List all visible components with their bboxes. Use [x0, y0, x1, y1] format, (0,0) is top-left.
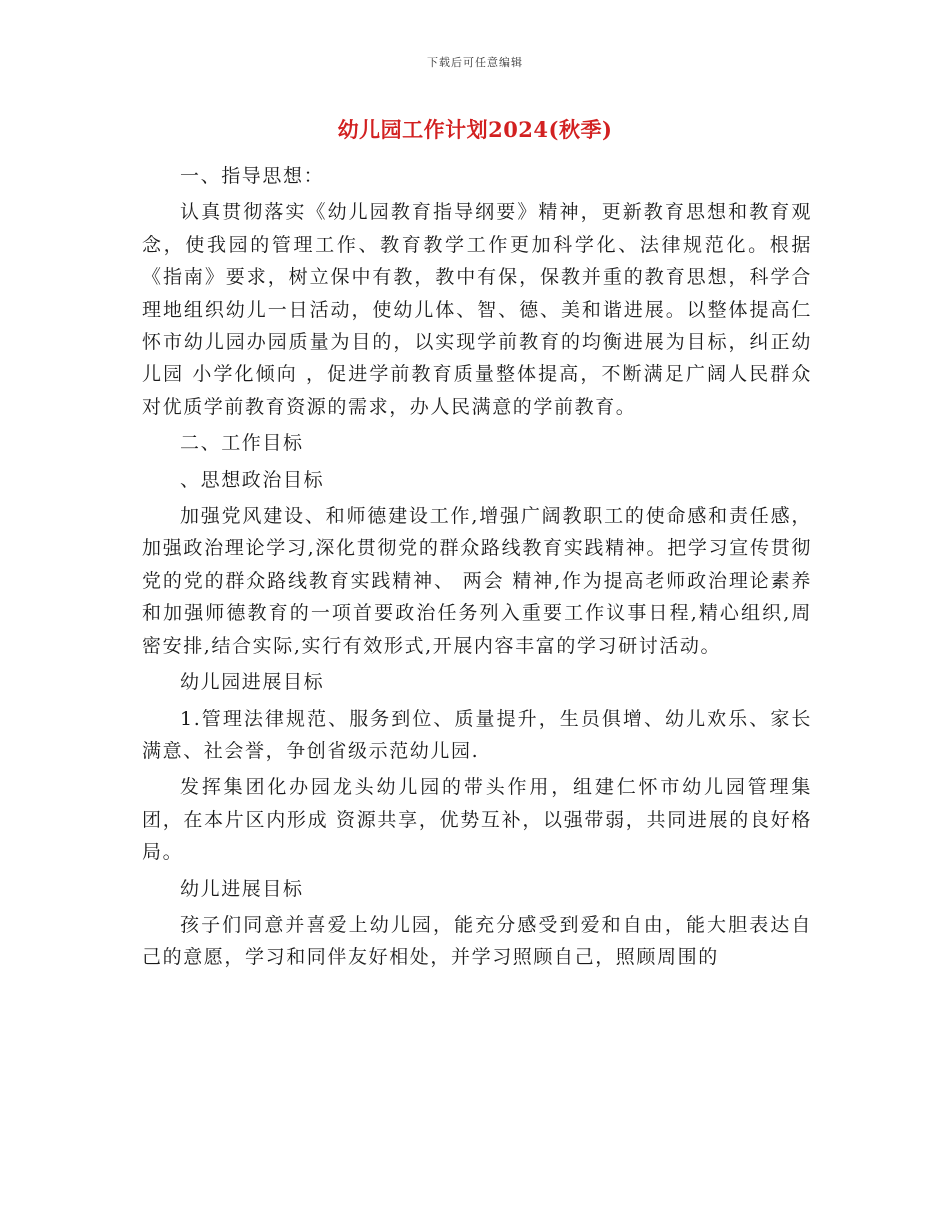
paragraph-management-goal: 1.管理法律规范、服务到位、质量提升，生员俱增、幼儿欢乐、家长满意、社会誉，争创省级示范幼儿园.: [142, 707, 812, 762]
paragraph-political-goals: 加强党风建设、和师德建设工作,增强广阔教职工的使命感和责任感，加强政治理论学习,深化贯彻党的群众路线教育实践精神。把学习宣传贯彻党的党的群众路线教育实践精神、 两会 精神,作为提高老师政治理论素养和加强师德教育的一项首要政治任务列入重要工作议事日程,精心组织,周密安排,结合实际,实行有效形式,开展内容丰富的学习研讨活动。: [142, 505, 812, 657]
section-heading-work-goals: 二、工作目标: [180, 432, 304, 455]
page-header-note: 下载后可任意编辑: [427, 56, 523, 69]
subheading-child-development-goals: 幼儿进展目标: [180, 877, 304, 900]
paragraph-child-development: 孩子们同意并喜爱上幼儿园，能充分感受到爱和自由，能大胆表达自己的意愿，学习和同伴友好相处，并学习照顾自己，照顾周围的: [142, 913, 812, 969]
section-heading-guiding-thought: 一、指导思想：: [180, 165, 325, 187]
document-title: 幼儿园工作计划2024(秋季): [337, 117, 613, 142]
paragraph-guiding-thought: 认真贯彻落实《幼儿园教育指导纲要》精神，更新教育思想和教育观念，使我园的管理工作、教育教学工作更加科学化、法律规范化。根据《指南》要求，树立保中有教，教中有保，保教并重的教育思想，科学合理地组织幼儿一日活动，使幼儿体、智、德、美和谐进展。以整体提高仁怀市幼儿园办园质量为目的，以实现学前教育的均衡进展为目标，纠正幼儿园 小学化倾向 ，促进学前教育质量整体提高，不断满足广阔人民群众对优质学前教育资源的需求，办人民满意的学前教育。: [142, 201, 812, 418]
subheading-kindergarten-development-goals: 幼儿园进展目标: [180, 671, 325, 694]
subheading-political-goals: 、思想政治目标: [180, 468, 325, 491]
document-body: [142, 160, 812, 978]
paragraph-group-leadership: 发挥集团化办园龙头幼儿园的带头作用，组建仁怀市幼儿园管理集团，在本片区内形成 资源共享，优势互补，以强带弱，共同进展的良好格局。: [142, 776, 812, 864]
